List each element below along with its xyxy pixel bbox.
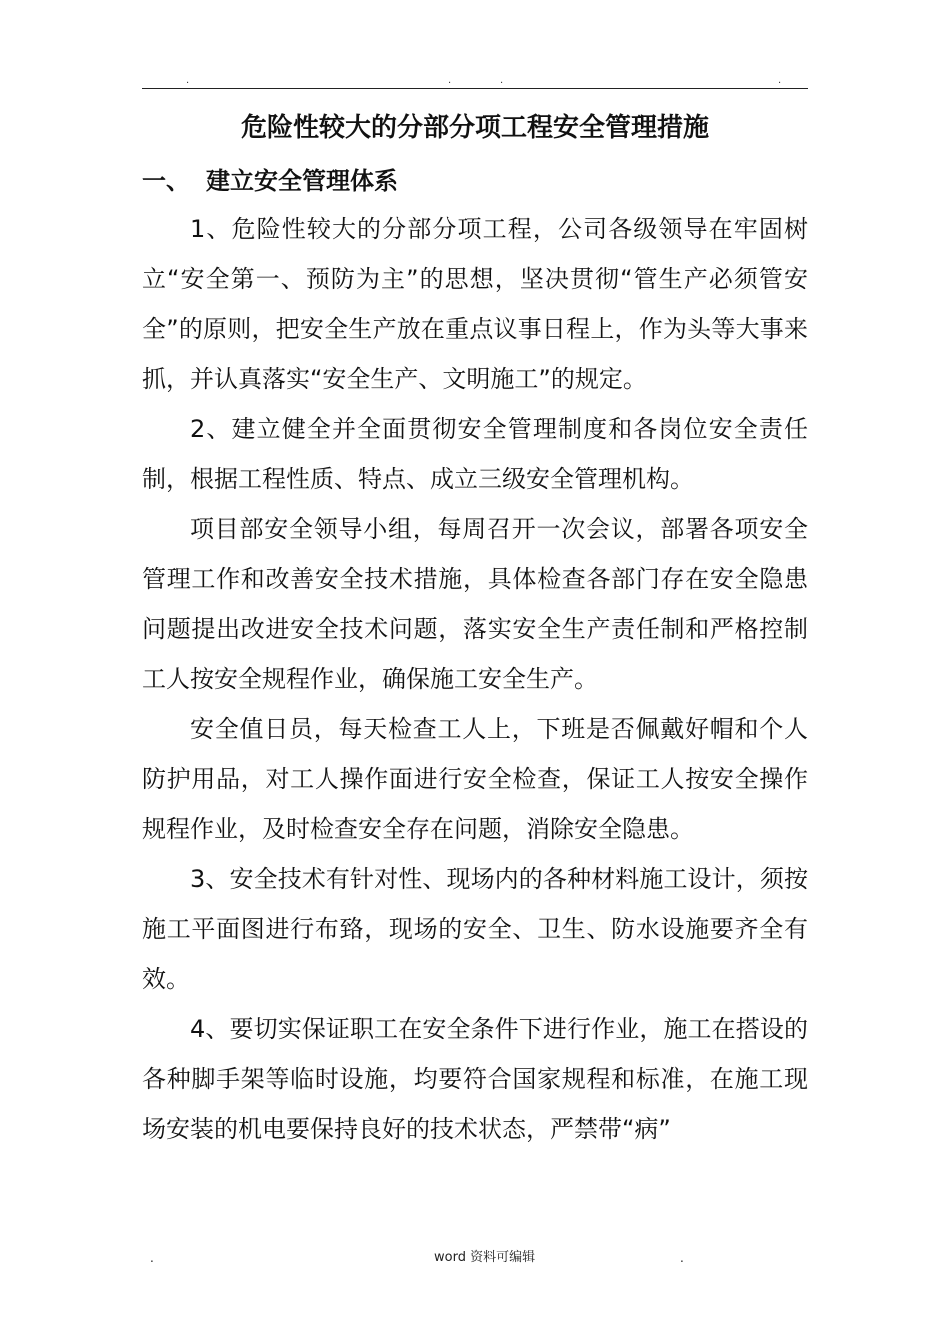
header-dot: . xyxy=(448,75,452,86)
paragraph: 安全值日员，每天检查工人上，下班是否佩戴好帽和个人防护用品，对工人操作面进行安全检查，保证工人按安全操作规程作业，及时检查安全存在问题，消除安全隐患。 xyxy=(142,715,808,843)
section-heading xyxy=(142,163,398,199)
page-footer xyxy=(0,1248,950,1268)
paragraph: 3、安全技术有针对性、现场内的各种材料施工设计，须按施工平面图进行布臵，现场的安全、卫生、防水设施要齐全有效。 xyxy=(142,865,808,993)
paragraph: 2、建立健全并全面贯彻安全管理制度和各岗位安全责任制，根据工程性质、特点、成立三级安全管理机构。 xyxy=(142,415,808,493)
paragraph: 项目部安全领导小组，每周召开一次会议，部署各项安全管理工作和改善安全技术措施，具体检查各部门存在安全隐患问题提出改进安全技术问题，落实安全生产责任制和严格控制工人按安全规程作业，确保施工安全生产。 xyxy=(142,515,808,693)
header-rule xyxy=(142,88,808,89)
section-heading-text: 建立安全管理体系 xyxy=(206,167,398,195)
header-dot: . xyxy=(186,75,190,86)
page-header-dots xyxy=(0,76,950,86)
footer-dot-left: . xyxy=(150,1251,154,1265)
footer-text: word 资料可编辑 xyxy=(434,1250,536,1265)
header-dot: . xyxy=(500,75,504,86)
section-number: 一、 xyxy=(142,167,190,195)
paragraph: 4、要切实保证职工在安全条件下进行作业，施工在搭设的各种脚手架等临时设施，均要符合国家规程和标准，在施工现场安装的机电要保持良好的技术状态，严禁带“病” xyxy=(142,1015,808,1143)
document-title: 危险性较大的分部分项工程安全管理措施 xyxy=(240,113,709,143)
header-dot: . xyxy=(778,75,782,86)
paragraph: 1、危险性较大的分部分项工程，公司各级领导在牢固树立“安全第一、预防为主”的思想，坚决贯彻“管生产必须管安全”的原则，把安全生产放在重点议事日程上，作为头等大事来抓，并认真落实“安全生产、文明施工”的规定。 xyxy=(142,215,808,393)
footer-dot-right: . xyxy=(680,1251,684,1265)
document-body xyxy=(142,204,808,1154)
